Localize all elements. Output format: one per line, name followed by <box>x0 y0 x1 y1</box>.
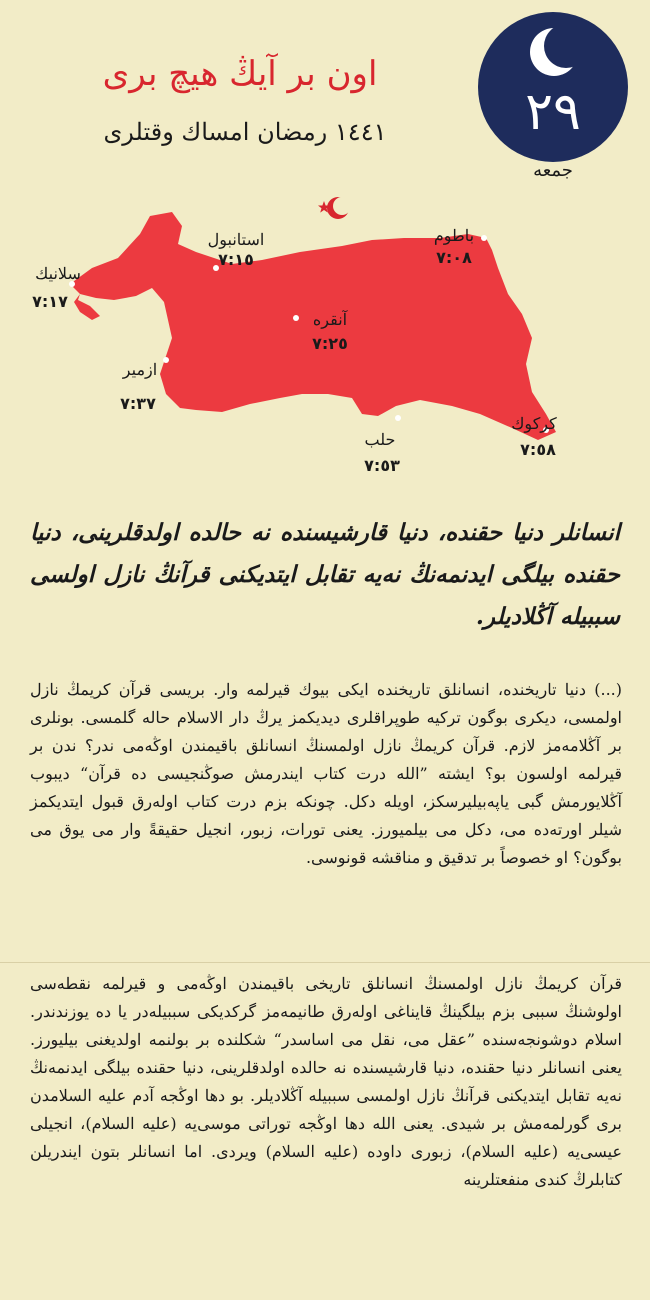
city-name-izmir: ازمیر <box>122 360 158 379</box>
city-name-halep: حلب <box>364 430 396 449</box>
city-name-istanbul: استانبول <box>207 230 265 249</box>
city-name-kerkuk: کرکوك <box>511 414 557 433</box>
city-time-ankara: ۷:۲٥ <box>312 334 348 353</box>
city-marker <box>293 315 299 321</box>
day-badge <box>478 12 628 162</box>
city-name-ankara: آنقره <box>312 310 348 329</box>
city-time-selanik: ۷:۱۷ <box>32 292 68 311</box>
page-subtitle: ۱٤٤۱ رمضان امساك وقتلری <box>103 118 387 146</box>
article-paragraph: قرآن کریمڭ نازل اولمسنڭ انسانلق تاریخی باقیمندن اوڭەمی و قیرلمه نقطەسی اولوشنڭ سببی بزم بیلگینڭ قایناغی اولەرق طانیمەمز گرکدیکی سببیلەدر یا ده یوزندندر. اسلام دوشونجەسنده ”عقل می، نقل می اساسدر“ شکلنده بر بولنمه اولدیغنی بیلیورز. یعنی انسانلر دنیا حقنده، دنیا قارشیسنده نه حالده اولدقلرینی، دنیا حقنده بیلگی ایدنمەنڭ نەیه تقابل ایتدیکنی قرآنڭ نازل اولمسی سببیله آڭلادیلر. بو دها اوڭجه آدم علیه السلامدن بری گورلمەمش بر شیدی. یعنی الله دها اوڭجه توراتی موسی‌یه (علیه السلام)، انجیلی عیسی‌یه (علیه السلام)، زبوری داوده (علیه السلام) ویردی. اما انسانلر بتون ایندریلن کتابلرڭ کندی منفعتلرینه <box>30 974 622 1189</box>
ottoman-map <box>0 188 650 480</box>
day-number: ۲۹ <box>525 82 581 142</box>
article-headline: انسانلر دنیا حقنده، دنیا قارشیسنده نه حالده اولدقلرینی، دنیا حقنده بیلگی ایدنمەنڭ نەیه تقابل ایتدیکنی قرآنڭ نازل اولسی سببیله آڭلادیلر. <box>30 519 620 630</box>
crescent-moon-icon <box>528 22 588 82</box>
city-time-izmir: ۷:۳۷ <box>120 394 156 413</box>
city-name-selanik: سلانیك <box>35 264 81 283</box>
article-paragraph: (...) دنیا تاریخنده، انسانلق تاریخنده ایکی بیوك قیرلمه وار. بریسی قرآن کریمڭ نازل اولمسی، دیکری بوگون ترکیه طوپراقلری دیدیکمز یرڭ دار الاسلام حاله گلمسی. بونلری بر آڭلامەمز لازم. قرآن کریمڭ نازل اولمسنڭ انسانلق باقیمندن اوڭەمی ندر؟ ندن بر قیرلمه اولسون بو؟ ایشته ”الله درت کتاب ایندرمش صوڭنجیسی ده قرآن“ دیبوب آڭلایورمش گبی یاپەبیلیرسکز، اویله دکل. چونکه بزم درت کتاب اولەرق قبول ایتدیکمز شیلر اورتەده می، دکل می بیلمیورز. یعنی تورات، زبور، انجیل حقیقةً وار می یوق می بوگون؟ او خصوصاً بر تدقیق و مناقشه قونوسی. <box>30 680 622 867</box>
city-time-halep: ۷:٥۳ <box>364 456 400 475</box>
city-marker <box>395 415 401 421</box>
weekday-label: جمعه <box>533 160 573 181</box>
paragraph-divider <box>0 962 650 963</box>
city-time-istanbul: ۷:۱٥ <box>218 250 254 269</box>
city-name-batum: باطوم <box>433 226 475 245</box>
city-time-kerkuk: ۷:٥۸ <box>520 440 556 459</box>
page-title: اون بر آیڭ هیچ بری <box>102 54 378 94</box>
city-time-batum: ۷:۰۸ <box>436 248 472 267</box>
crescent-star-icon <box>318 197 351 219</box>
